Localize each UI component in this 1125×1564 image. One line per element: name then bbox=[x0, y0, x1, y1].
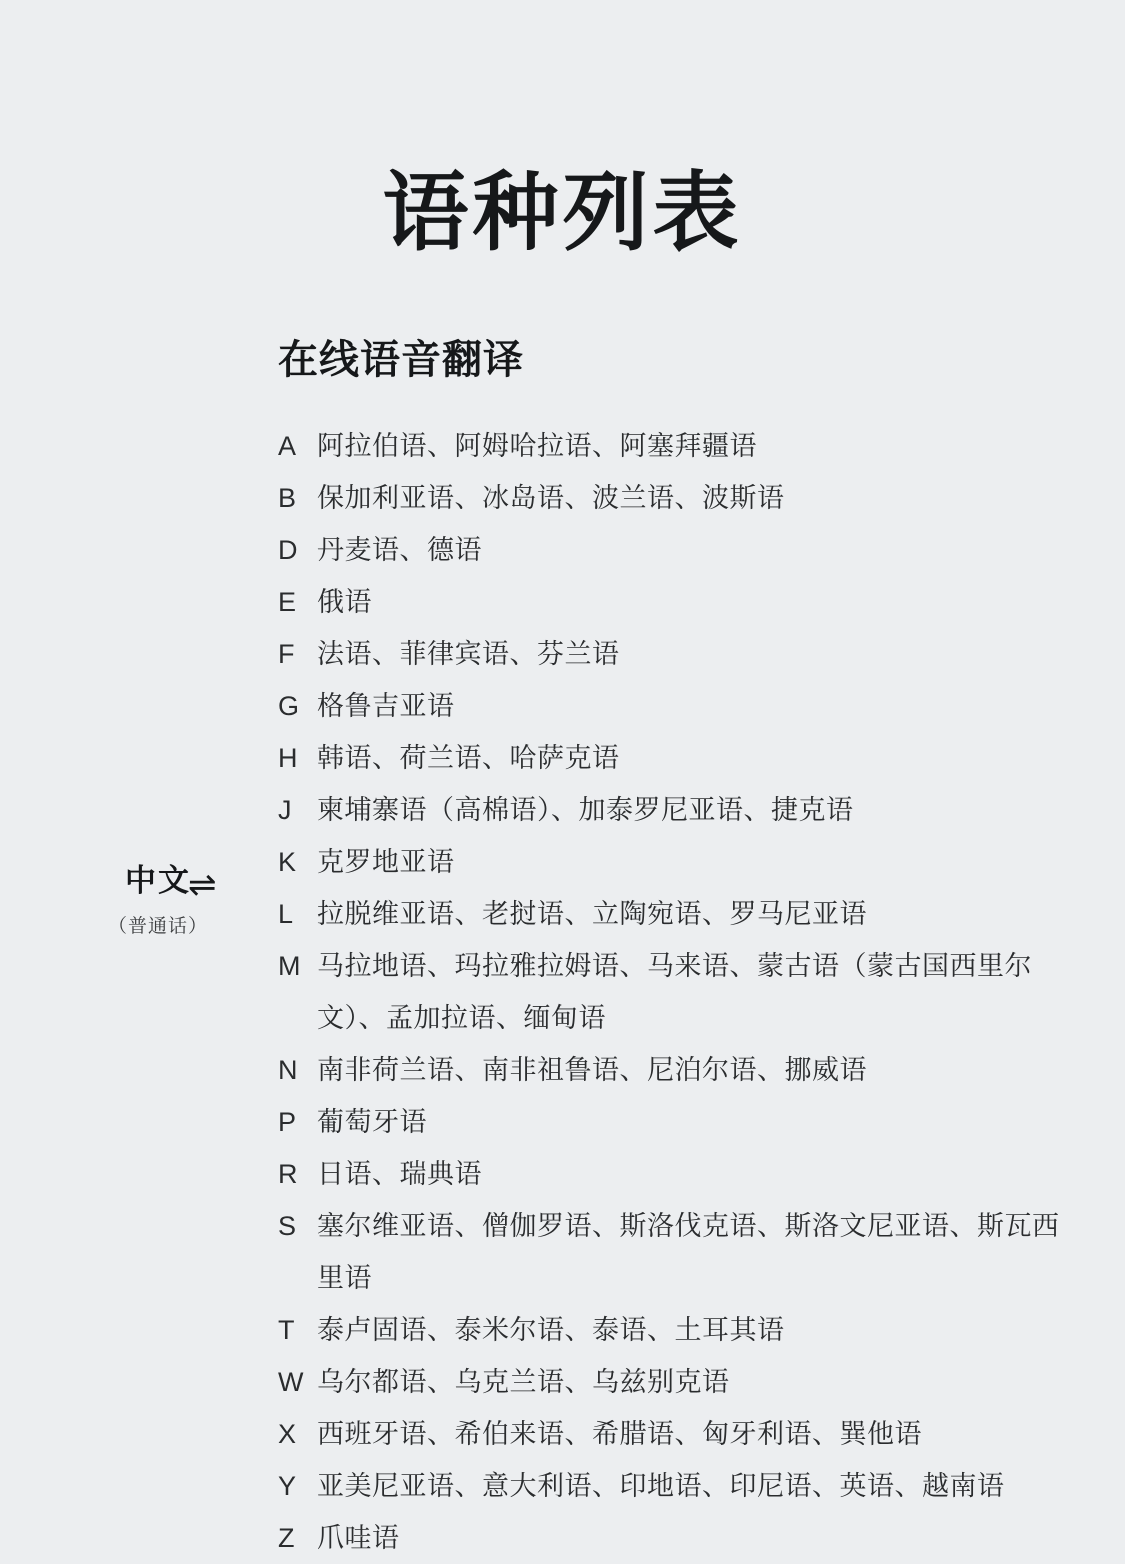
group-letter: Y bbox=[278, 1471, 297, 1501]
translation-section bbox=[278, 336, 1078, 1564]
list-item bbox=[278, 1356, 1078, 1408]
group-languages: 塞尔维亚语、僧伽罗语、斯洛伐克语、斯洛文尼亚语、斯瓦西里语 bbox=[317, 1211, 1060, 1293]
list-item bbox=[278, 732, 1078, 784]
group-languages: 乌尔都语、乌克兰语、乌兹别克语 bbox=[317, 1367, 730, 1397]
group-languages: 法语、菲律宾语、芬兰语 bbox=[317, 639, 620, 669]
group-letter: Z bbox=[278, 1523, 295, 1553]
group-languages: 俄语 bbox=[317, 587, 372, 617]
group-letter: T bbox=[278, 1315, 295, 1345]
group-languages: 葡萄牙语 bbox=[317, 1107, 427, 1137]
list-item bbox=[278, 1304, 1078, 1356]
group-letter: J bbox=[278, 795, 292, 825]
group-languages: 爪哇语 bbox=[317, 1523, 400, 1553]
list-item bbox=[278, 888, 1078, 940]
group-letter: K bbox=[278, 847, 297, 877]
group-letter: F bbox=[278, 639, 295, 669]
list-item bbox=[278, 1096, 1078, 1148]
section-heading: 在线语音翻译 bbox=[278, 338, 524, 382]
group-languages: 亚美尼亚语、意大利语、印地语、印尼语、英语、越南语 bbox=[317, 1471, 1005, 1501]
group-languages: 克罗地亚语 bbox=[317, 847, 455, 877]
group-letter: G bbox=[278, 691, 300, 721]
group-letter: X bbox=[278, 1419, 297, 1449]
list-item bbox=[278, 420, 1078, 472]
source-language-label bbox=[58, 862, 258, 938]
group-letter: P bbox=[278, 1107, 297, 1137]
page-title: 语种列表 bbox=[382, 164, 743, 261]
group-letter: R bbox=[278, 1159, 298, 1189]
group-letter: H bbox=[278, 743, 298, 773]
group-languages: 泰卢固语、泰米尔语、泰语、土耳其语 bbox=[317, 1315, 785, 1345]
list-item bbox=[278, 576, 1078, 628]
group-letter: L bbox=[278, 899, 294, 929]
language-list bbox=[278, 420, 1078, 1564]
group-letter: D bbox=[278, 535, 298, 565]
list-item bbox=[278, 1460, 1078, 1512]
list-item bbox=[278, 836, 1078, 888]
group-languages: 西班牙语、希伯来语、希腊语、匈牙利语、巽他语 bbox=[317, 1419, 922, 1449]
group-letter: W bbox=[278, 1367, 304, 1397]
list-item bbox=[278, 1408, 1078, 1460]
group-languages: 日语、瑞典语 bbox=[317, 1159, 482, 1189]
list-item bbox=[278, 1148, 1078, 1200]
list-item bbox=[278, 1044, 1078, 1096]
group-letter: A bbox=[278, 431, 297, 461]
list-item bbox=[278, 1200, 1078, 1304]
group-letter: N bbox=[278, 1055, 298, 1085]
group-languages: 南非荷兰语、南非祖鲁语、尼泊尔语、挪威语 bbox=[317, 1055, 867, 1085]
group-languages: 马拉地语、玛拉雅拉姆语、马来语、蒙古语（蒙古国西里尔文）、孟加拉语、缅甸语 bbox=[317, 951, 1032, 1033]
group-letter: B bbox=[278, 483, 297, 513]
list-item bbox=[278, 472, 1078, 524]
group-languages: 韩语、荷兰语、哈萨克语 bbox=[317, 743, 620, 773]
group-letter: M bbox=[278, 951, 301, 981]
list-item bbox=[278, 680, 1078, 732]
list-item bbox=[278, 784, 1078, 836]
source-language-name: 中文 bbox=[125, 863, 191, 898]
group-languages: 丹麦语、德语 bbox=[317, 535, 482, 565]
list-item bbox=[278, 1512, 1078, 1564]
list-item bbox=[278, 940, 1078, 1044]
list-item bbox=[278, 628, 1078, 680]
source-language-variant: （普通话） bbox=[107, 916, 208, 938]
swap-arrows-icon: ⇌ bbox=[188, 866, 217, 904]
group-languages: 拉脱维亚语、老挝语、立陶宛语、罗马尼亚语 bbox=[317, 899, 867, 929]
list-item bbox=[278, 524, 1078, 576]
group-letter: S bbox=[278, 1211, 297, 1241]
group-languages: 阿拉伯语、阿姆哈拉语、阿塞拜疆语 bbox=[317, 431, 757, 461]
group-languages: 格鲁吉亚语 bbox=[317, 691, 455, 721]
group-languages: 保加利亚语、冰岛语、波兰语、波斯语 bbox=[317, 483, 785, 513]
group-languages: 柬埔寨语（高棉语）、加泰罗尼亚语、捷克语 bbox=[317, 795, 854, 825]
group-letter: E bbox=[278, 587, 297, 617]
